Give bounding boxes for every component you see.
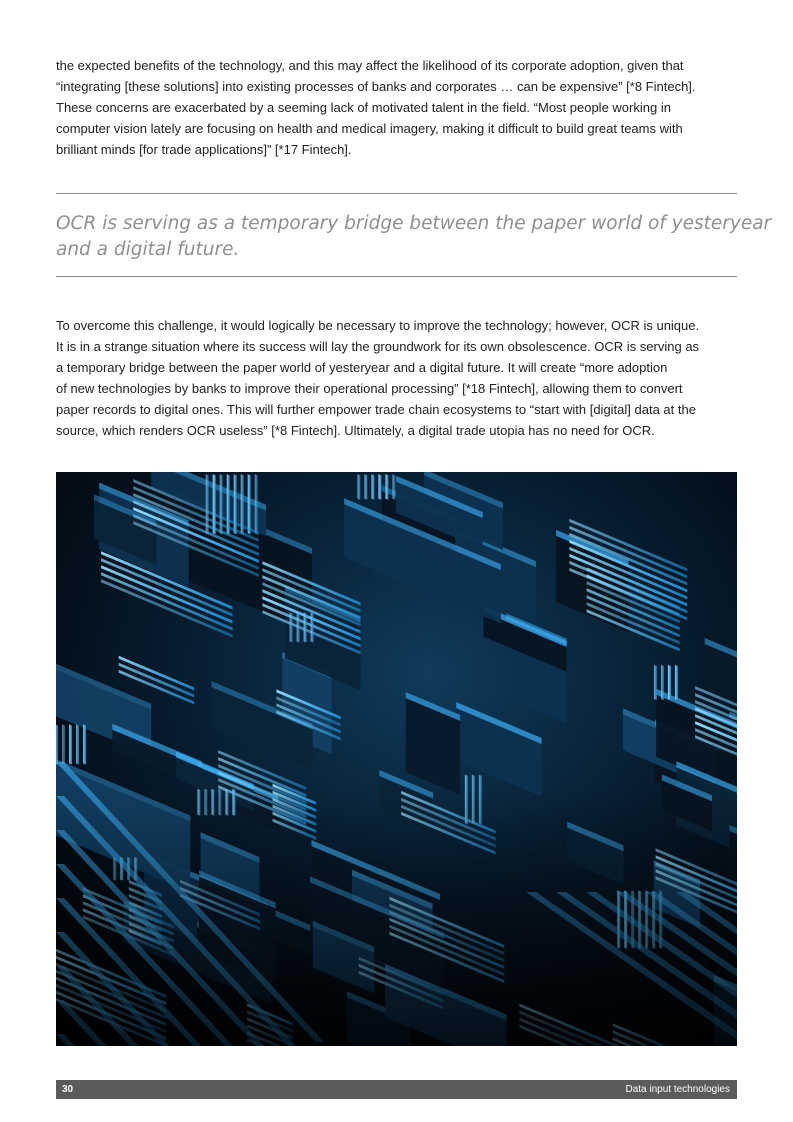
text-line: brilliant minds [for trade applications]” [*17 Fintech]. bbox=[56, 142, 352, 157]
pull-quote-rule-bottom bbox=[56, 276, 737, 277]
circuit-board-photo bbox=[56, 472, 737, 1046]
text-line: “integrating [these solutions] into existing processes of banks and corporates … can be expensive” [*8 Fintech]. bbox=[56, 79, 696, 94]
text-line: It is in a strange situation where its success will lay the groundwork for its own obsolescence. OCR is serving as bbox=[56, 339, 700, 354]
text-line: a temporary bridge between the paper world of yesteryear and a digital future. It will create “more adoption bbox=[56, 360, 668, 375]
page-number: 30 bbox=[62, 1084, 74, 1095]
text-line: of new technologies by banks to improve their operational processing” [*18 Fintech], allowing them to convert bbox=[56, 381, 683, 396]
pull-quote-line: OCR is serving as a temporary bridge between the paper world of yesteryear bbox=[56, 213, 772, 234]
text-line: source, which renders OCR useless” [*8 Fintech]. Ultimately, a digital trade utopia has no need for OCR. bbox=[56, 423, 655, 438]
text-line: computer vision lately are focusing on health and medical imagery, making it difficult to build great teams with bbox=[56, 121, 683, 136]
text-line: paper records to digital ones. This will further empower trade chain ecosystems to “start with [digital] data at the bbox=[56, 402, 696, 417]
circuit-board-illustration bbox=[56, 472, 737, 1046]
pull-quote-rule-top bbox=[56, 193, 737, 194]
body-paragraph-1 bbox=[56, 55, 740, 160]
page-footer bbox=[56, 1080, 737, 1099]
footer-section-title: Data input technologies bbox=[625, 1084, 730, 1095]
pull-quote-line: and a digital future. bbox=[56, 239, 240, 260]
body-paragraph-2 bbox=[56, 315, 740, 441]
text-line: To overcome this challenge, it would logically be necessary to improve the technology; however, OCR is unique. bbox=[56, 318, 700, 333]
text-line: These concerns are exacerbated by a seeming lack of motivated talent in the field. “Most people working in bbox=[56, 100, 671, 115]
text-line: the expected benefits of the technology, and this may affect the likelihood of its corporate adoption, given that bbox=[56, 58, 684, 73]
pull-quote bbox=[56, 211, 772, 263]
